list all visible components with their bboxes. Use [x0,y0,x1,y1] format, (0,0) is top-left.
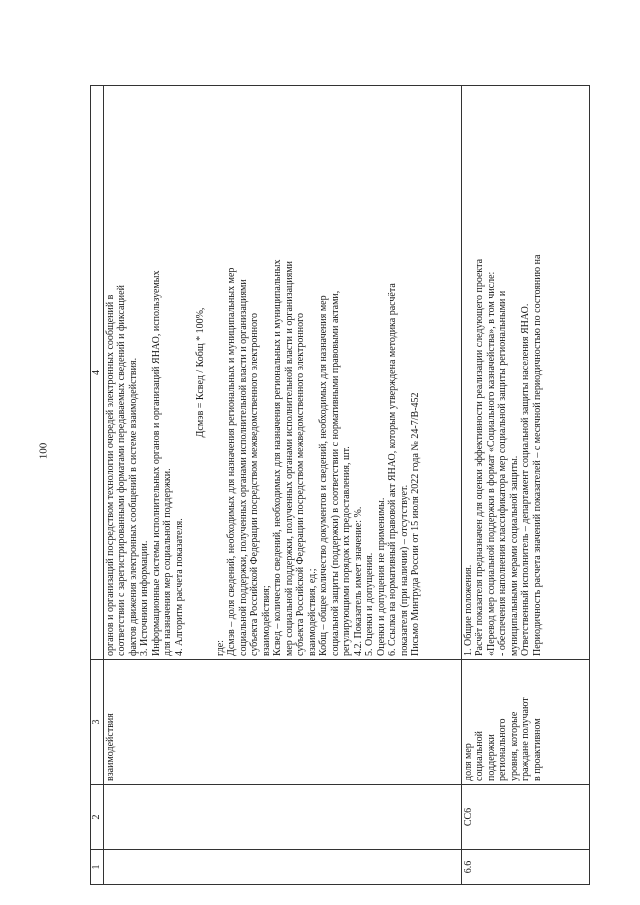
text-line: 5. Оценки и допущения. [364,552,375,656]
text-line: регулирующими порядок их предоставления, шт. [341,446,352,656]
text-line: Расчёт показателя предназначен для оценки эффективности реализации следующего проекта [474,258,485,656]
page-number: 100 [37,442,50,460]
text-line: Информационные системы исполнительных органов и организаций ЯНАО, используемых [150,270,162,656]
methodology-lines-b [215,89,422,656]
text-line: социальной защиты (поддержки) в соответствии с нормативными правовыми актами, [329,290,341,656]
cell-code: СС6 [461,785,589,850]
text-line: граждане получают [520,697,531,781]
text-line: 4.2. Показатель имеет значение: %. [352,506,364,656]
text-line: взаимодействия, ед.; [306,568,318,656]
text-line: Ксвед – количество сведений, необходимых для назначения региональных и муниципальных [272,259,283,656]
text-line: для назначения мер социальной поддержки. [162,468,173,656]
text-line: соответствии с зарегистрированными форматами передаваемых сведений и фиксацией [116,285,127,656]
text-line: Письмо Минтруда России от 15 июля 2022 года № 24-7/В-452 [410,392,421,656]
text-line: Кобщ – общее количество документов и сведений, необходимых для назначения мер [318,295,329,656]
text-line: Дсмэв – доля сведений, необходимых для назначения региональных и муниципальных мер [226,267,237,656]
header-col-3: 3 [91,660,104,785]
text-line: «Перевод мер социальной поддержки в формат «Социального казначейства», в том числе: [485,271,497,656]
text-line: доля мер [462,743,474,781]
cell-code [103,785,461,850]
cell-number [103,850,461,885]
text-line: 3. Источники информации. [139,540,150,656]
text-line: взаимодействия; [260,585,272,656]
text-line: 4. Алгоритм расчета показателя. [173,518,185,656]
text-line: Ответственный исполнитель – департамент социальной защиты населения ЯНАО. [520,303,531,656]
text-line: социальной [474,731,485,781]
cell-methodology [103,86,461,660]
header-col-4: 4 [91,86,104,660]
text-line: где: [214,640,226,656]
text-line: уровня, которые [508,711,520,781]
cell-indicator-name: взаимодействия [103,660,461,785]
table-row-continued [103,86,461,885]
text-line: социальной поддержки, полученных органами исполнительной власти и организациями [237,279,249,656]
rotated-table-wrapper [90,85,595,885]
text-line: фактов движения электронных сообщений в системе взаимодействия. [127,357,139,656]
formula: Дсмэв = Ксвед / Кобщ * 100%, [195,307,206,438]
cell-methodology [461,86,589,660]
table-row-6-6 [461,86,589,885]
text-line: муниципальными мерами социальной защиты. [508,455,520,656]
text-line: - обеспечения наполнения классификатора мер социальной защиты региональными и [497,290,508,656]
text-line: 1. Общие положения. [462,564,474,656]
cell-number: 6.6 [461,850,589,885]
text-line: органов и организаций посредством технологии очередей электронных сообщений в [104,294,116,656]
text-line: регионального [497,718,508,781]
table-header-row [91,86,104,885]
header-col-2: 2 [91,785,104,850]
text-line: мер социальной поддержки, полученных органами исполнительной власти и организациями [283,260,295,656]
text-line: субъекта Российской Федерации посредством межведомственного электронного [295,313,306,656]
indicator-table [90,85,590,885]
text-line: Периодичность расчета значений показателей – с месячной периодичностью по состоянию на [531,254,543,656]
text-line: субъекта Российской Федерации посредством межведомственного электронного [249,313,260,656]
cell-indicator-name [461,660,589,785]
methodology-lines-a [105,89,186,656]
text-line: поддержки [485,734,497,781]
header-col-1: 1 [91,850,104,885]
text-line: Оценки и допущения не применимы. [375,497,387,656]
text-line: показателя (при наличии) – отсутствует. [398,484,410,656]
text-line: в проактивном [531,718,543,781]
text-line: 6. Ссылка на нормативный правовой акт ЯНАО, которым утверждена методика расчёта [387,283,398,656]
